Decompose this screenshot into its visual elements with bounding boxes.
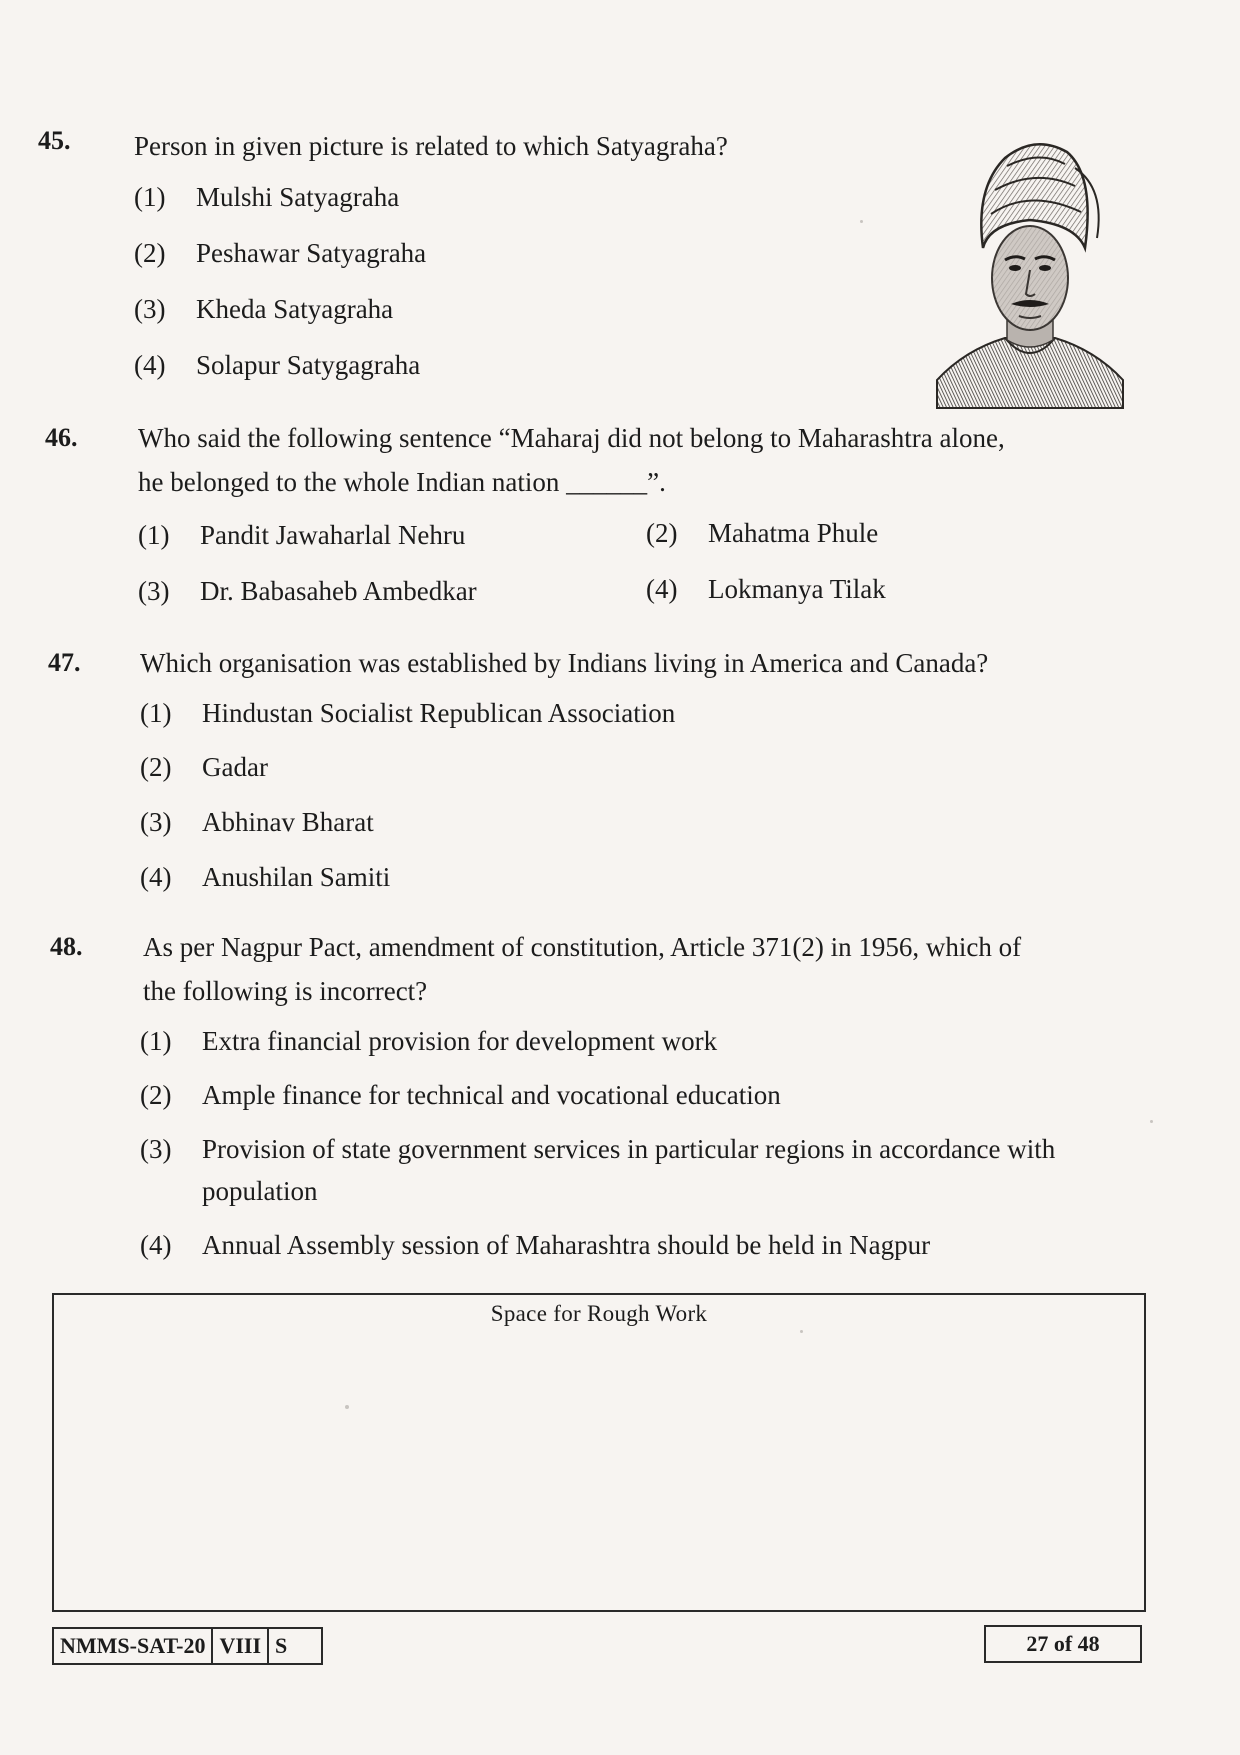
- question-46-option-3[interactable]: [138, 576, 477, 607]
- option-text: Dr. Babasaheb Ambedkar: [200, 576, 477, 606]
- question-47-option-1[interactable]: [140, 698, 675, 729]
- question-46-option-4[interactable]: [646, 574, 886, 605]
- option-text: Extra financial provision for development work: [202, 1026, 718, 1056]
- option-text: Provision of state government services in particular regions in accordance with: [202, 1134, 1056, 1164]
- question-46-option-2[interactable]: [646, 518, 878, 549]
- option-number: (4): [140, 862, 172, 892]
- question-48-option-3[interactable]: [140, 1134, 1055, 1165]
- question-48-option-2[interactable]: [140, 1080, 781, 1111]
- question-46-option-1[interactable]: [138, 520, 465, 551]
- option-number: (3): [140, 807, 172, 837]
- footer-page-number: 27 of 48: [984, 1625, 1142, 1663]
- question-46-number: 46.: [45, 423, 78, 452]
- option-number: (2): [140, 1080, 172, 1110]
- question-45-option-2[interactable]: [134, 238, 426, 269]
- option-number: (1): [134, 182, 166, 212]
- option-text: Hindustan Socialist Republican Association: [202, 698, 676, 728]
- question-47-number: 47.: [48, 648, 81, 677]
- question-45-option-1[interactable]: [134, 182, 399, 213]
- question-48-text-line-1: As per Nagpur Pact, amendment of constitution, Article 371(2) in 1956, which of: [143, 932, 1022, 962]
- option-number: (4): [134, 350, 166, 380]
- question-45-option-3[interactable]: [134, 294, 393, 325]
- option-number: (3): [140, 1134, 172, 1164]
- option-text: Annual Assembly session of Maharashtra should be held in Nagpur: [202, 1230, 931, 1260]
- option-number: (3): [138, 576, 170, 606]
- scan-speck: [1150, 1120, 1153, 1123]
- question-47-option-3[interactable]: [140, 807, 374, 838]
- option-number: (2): [140, 752, 172, 782]
- option-number: (2): [134, 238, 166, 268]
- rough-work-box[interactable]: [52, 1293, 1146, 1612]
- option-text: Mulshi Satyagraha: [196, 182, 400, 212]
- scan-speck: [860, 220, 863, 223]
- scan-speck: [800, 1330, 803, 1333]
- option-number: (2): [646, 518, 678, 548]
- question-48-option-4[interactable]: [140, 1230, 930, 1261]
- rough-work-title: Space for Rough Work: [490, 1301, 708, 1326]
- footer-set: S: [267, 1629, 321, 1663]
- option-text: Anushilan Samiti: [202, 862, 391, 892]
- question-48-text-line-2: the following is incorrect?: [143, 976, 428, 1006]
- question-45-number: 45.: [38, 126, 71, 155]
- option-text: population: [202, 1176, 318, 1206]
- question-47-option-4[interactable]: [140, 862, 390, 893]
- option-number: (1): [138, 520, 170, 550]
- option-text: Abhinav Bharat: [202, 807, 374, 837]
- option-text: Lokmanya Tilak: [708, 574, 886, 604]
- option-text: Peshawar Satyagraha: [196, 238, 427, 268]
- option-number: (1): [140, 1026, 172, 1056]
- option-text: Kheda Satyagraha: [196, 294, 394, 324]
- question-47-text: Which organisation was established by Indians living in America and Canada?: [140, 648, 989, 678]
- portrait-image: [935, 128, 1125, 410]
- option-text: Mahatma Phule: [708, 518, 879, 548]
- option-number: (4): [140, 1230, 172, 1260]
- question-48-option-1[interactable]: [140, 1026, 717, 1057]
- option-text: Ample finance for technical and vocational education: [202, 1080, 781, 1110]
- footer-class: VIII: [211, 1629, 267, 1663]
- question-45-text: Person in given picture is related to which Satyagraha?: [134, 131, 728, 161]
- question-46-text-line-2: he belonged to the whole Indian nation ______”.: [138, 467, 666, 497]
- option-number: (4): [646, 574, 678, 604]
- scan-speck: [345, 1405, 349, 1409]
- question-48-number: 48.: [50, 932, 83, 961]
- question-47-option-2[interactable]: [140, 752, 268, 783]
- option-number: (3): [134, 294, 166, 324]
- option-text: Pandit Jawaharlal Nehru: [200, 520, 466, 550]
- question-45-option-4[interactable]: [134, 350, 420, 381]
- footer-paper-code: [52, 1627, 323, 1665]
- option-number: (1): [140, 698, 172, 728]
- footer-code: NMMS-SAT-20: [60, 1633, 206, 1658]
- question-46-text-line-1: Who said the following sentence “Maharaj did not belong to Maharashtra alone,: [138, 423, 1005, 453]
- option-text: Gadar: [202, 752, 268, 782]
- question-48-option-3-continued: [202, 1176, 318, 1207]
- option-text: Solapur Satygagraha: [196, 350, 421, 380]
